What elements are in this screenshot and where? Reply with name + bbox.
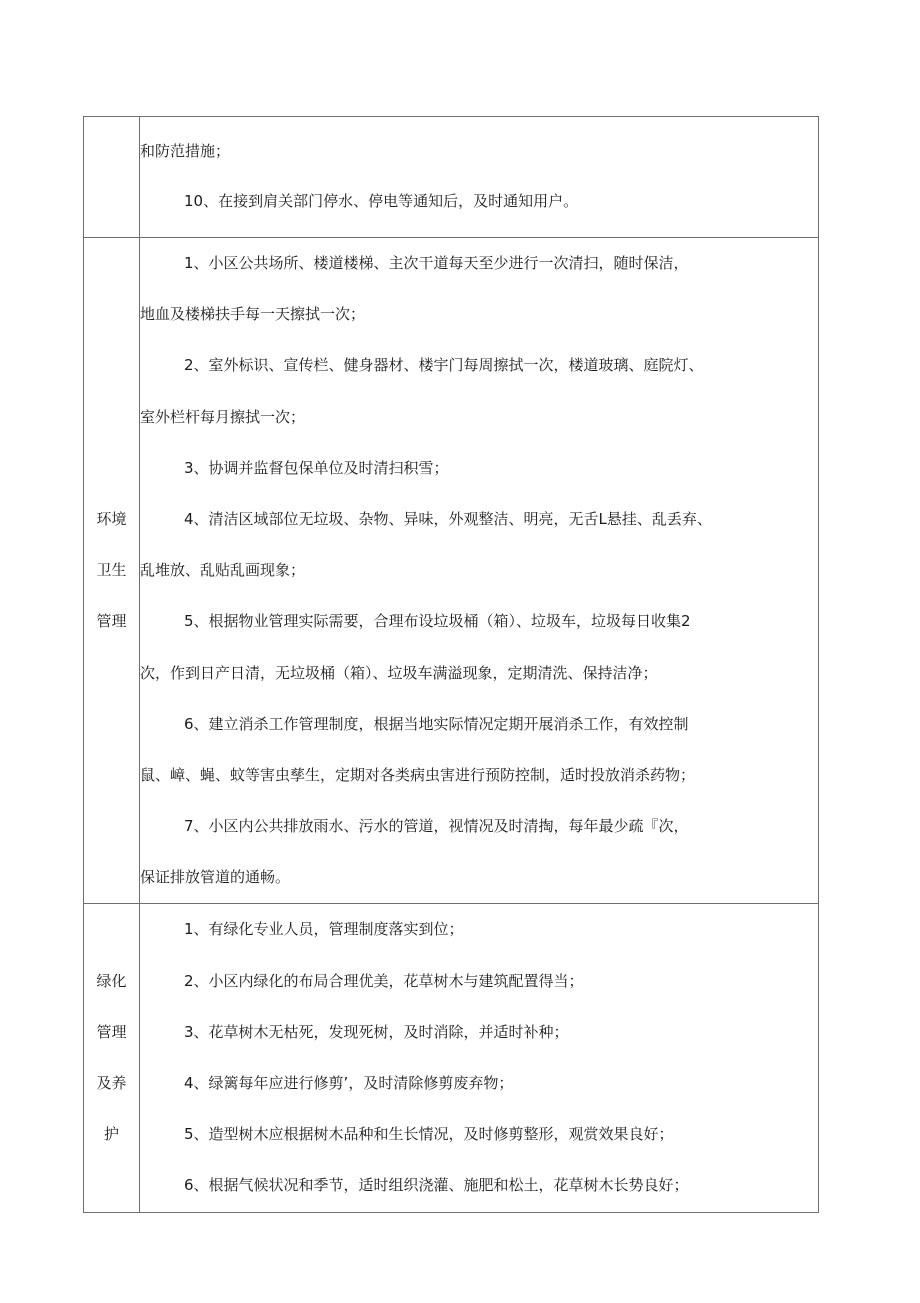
content-line: 7、小区内公共排放雨水、污水的管道，视情况及时清掏，每年最少疏『次， <box>184 817 689 836</box>
section-label-cell <box>84 238 140 904</box>
content-line: 4、绿篱每年应进行修剪’，及时清除修剪废弃物； <box>184 1074 514 1092</box>
content-line: 室外栏杆每月擦拭一次； <box>140 407 306 426</box>
table-body <box>84 117 819 1213</box>
content-line: 6、根据气候状况和季节，适时组织浇灌、施肥和松土，花草树木长势良好； <box>184 1176 689 1195</box>
section-content-cell <box>140 238 819 904</box>
content-line: 2、小区内绿化的布局合理优美，花草树木与建筑配置得当； <box>184 971 584 990</box>
content-line: 次，作到日产日清，无垃圾桶（箱）、垃圾车满溢现象，定期清洗、保持洁净； <box>140 663 658 682</box>
content-line: 乱堆放、乱贴乱画现象； <box>140 561 306 580</box>
section-content-cell <box>140 117 819 238</box>
content-line: 保证排放管道的通畅。 <box>140 868 291 887</box>
section-label-line: 及养 <box>96 1074 127 1092</box>
section-label-cell <box>84 117 140 238</box>
section-content-cell <box>140 904 819 1212</box>
content-line: 2、室外标识、宣传栏、健身器材、楼宇门每周擦拭一次，楼道玻璃、庭院灯、 <box>184 356 704 375</box>
section-label-cell <box>84 904 140 1212</box>
content-line: 5、根据物业管理实际需要，合理布设垃圾桶（箱）、垃圾车，垃圾每日收集2 <box>184 612 691 631</box>
content-line: 6、建立消杀工作管理制度，根据当地实际情况定期开展消杀工作，有效控制 <box>184 714 689 733</box>
section-label-line: 环境 <box>96 510 127 529</box>
content-line: 10、在接到肩关部门停水、停电等通知后，及时通知用户。 <box>184 192 579 210</box>
table-row <box>84 238 819 904</box>
section-label-line: 护 <box>103 1125 119 1143</box>
content-line: 鼠、嶂、蝇、蚊等害虫孳生，定期对各类病虫害进行预防控制，适时投放消杀药物； <box>140 765 696 784</box>
section-label-line: 管理 <box>96 612 127 631</box>
section-label-line: 绿化 <box>96 972 127 990</box>
section-label-line: 卫生 <box>96 561 127 580</box>
content-line: 地血及楼梯扶手每一天擦拭一次； <box>140 305 366 324</box>
content-line: 4、清洁区域部位无垃圾、杂物、异味，外观整洁、明亮，无舌L悬挂、乱丢弃、 <box>184 509 712 528</box>
table-row <box>84 904 819 1212</box>
content-line: 3、协调并监督包保单位及时清扫积雪； <box>184 458 449 477</box>
content-line: 3、花草树木无枯死，发现死树，及时消除，并适时补种； <box>184 1022 569 1041</box>
table-row <box>84 117 819 238</box>
section-label-line: 管理 <box>96 1023 127 1041</box>
property-management-table <box>83 116 819 1213</box>
content-line: 5、造型树木应根据树木品种和生长情况，及时修剪整形，观赏效果良好； <box>184 1125 674 1144</box>
content-line: 1、有绿化专业人员，管理制度落实到位； <box>184 920 464 939</box>
content-line: 1、小区公共场所、楼道楼梯、主次干道每天至少进行一次清扫，随时保洁， <box>184 254 689 272</box>
content-line: 和防范措施； <box>140 142 231 160</box>
